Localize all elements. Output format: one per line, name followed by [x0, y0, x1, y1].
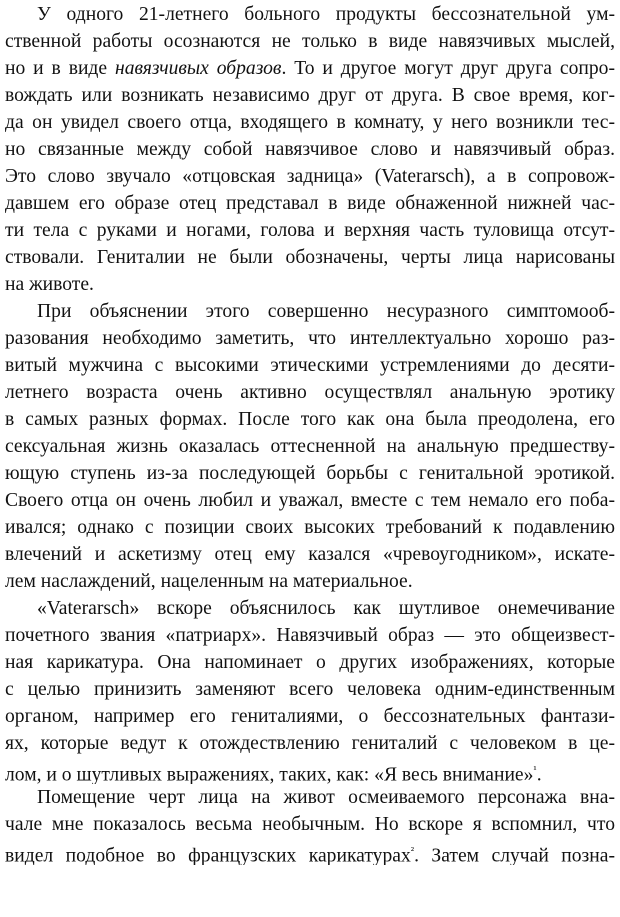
text-line: «Vaterarsch» вскоре объяснилось как шутливое онемечивание: [37, 598, 615, 619]
text-line: ивался; однако с позиции своих высоких требований к подавлению: [5, 517, 615, 538]
text-span: видел подобное во французских карикатурах: [5, 845, 411, 865]
text-span: но и в виде: [5, 58, 115, 79]
text-line: [5, 757, 615, 784]
text-line: Своего отца он очень любил и уважал, вместе с тем немало его поба-: [5, 490, 615, 511]
text-line: витый мужчина с высокими этическими устремлениями до десяти-: [5, 355, 615, 376]
text-line: давшем его образе отец представал в виде обнаженной нижней час-: [5, 193, 615, 214]
text-line: ющую ступень из-за последующей борьбы с генитальной эротикой.: [5, 463, 615, 484]
text-line: ти тела с руками и ногами, голова и верхняя часть туловища отсут-: [5, 220, 615, 241]
text-span: . Затем случай позна-: [414, 845, 615, 865]
text-line: [5, 838, 615, 865]
text-line: в самых разных формах. После того как она была преодолена, его: [5, 409, 615, 430]
footnote-ref: ¹: [533, 764, 537, 776]
text-line: но связанные между собой навязчивое слово и навязчивый образ.: [5, 139, 615, 160]
text-line: [5, 55, 615, 82]
text-line: на животе.: [5, 274, 94, 295]
text-line: чале мне показалось весьма необычным. Но вскоре я вспомнил, что: [5, 814, 615, 835]
text-line: лем наслаждений, нацеленным на материальное.: [5, 571, 413, 592]
text-line: У одного 21-летнего больного продукты бессознательной ум-: [37, 4, 615, 25]
italic-term: навязчивых образов: [114, 58, 282, 79]
text-line: Помещение черт лица на живот осмеиваемого персонажа вна-: [37, 787, 615, 808]
text-line: летнего возраста очень активно осуществлял анальную эротику: [5, 382, 615, 403]
text-line: ях, которые ведут к отождествлению гениталий с человеком в це-: [5, 733, 615, 754]
text-line: разования необходимо заметить, что интеллектуально хорошо раз-: [5, 328, 615, 349]
text-line: ствовали. Гениталии не были обозначены, черты лица нарисованы: [5, 247, 615, 268]
footnote-ref: ²: [410, 845, 415, 857]
text-line: с целью принизить заменяют всего человека одним-единственным: [5, 679, 615, 700]
text-line: сексуальная жизнь оказалась оттесненной на анальную предшеству-: [5, 436, 615, 457]
text-line: ная карикатура. Она напоминает о других изображениях, которые: [5, 652, 615, 673]
text-line: ственной работы осознаются не только в виде навязчивых мыслей,: [5, 31, 615, 52]
text-span: .: [536, 764, 542, 784]
text-line: да он увидел своего отца, входящего в комнату, у него возникли тес-: [5, 112, 615, 133]
text-line: Это слово звучало «отцовская задница» (Vaterarsch), а в сопровож-: [5, 166, 615, 187]
text-line: почетного звания «патриарх». Навязчивый образ — это общеизвест-: [5, 625, 615, 646]
text-line: органом, например его гениталиями, о бессознательных фантази-: [5, 706, 615, 727]
text-span: . То и другое могут друг друга сопро-: [281, 58, 615, 79]
text-line: При объяснении этого совершенно несуразного симптомооб-: [37, 301, 615, 322]
text-line: вождать или возникать независимо друг от друга. В свое время, ког-: [5, 85, 615, 106]
text-line: влечений и аскетизму отец ему казался «чревоугодником», искате-: [5, 544, 615, 565]
text-span: лом, и о шутливых выражениях, таких, как: «Я весь внимание»: [5, 764, 534, 784]
